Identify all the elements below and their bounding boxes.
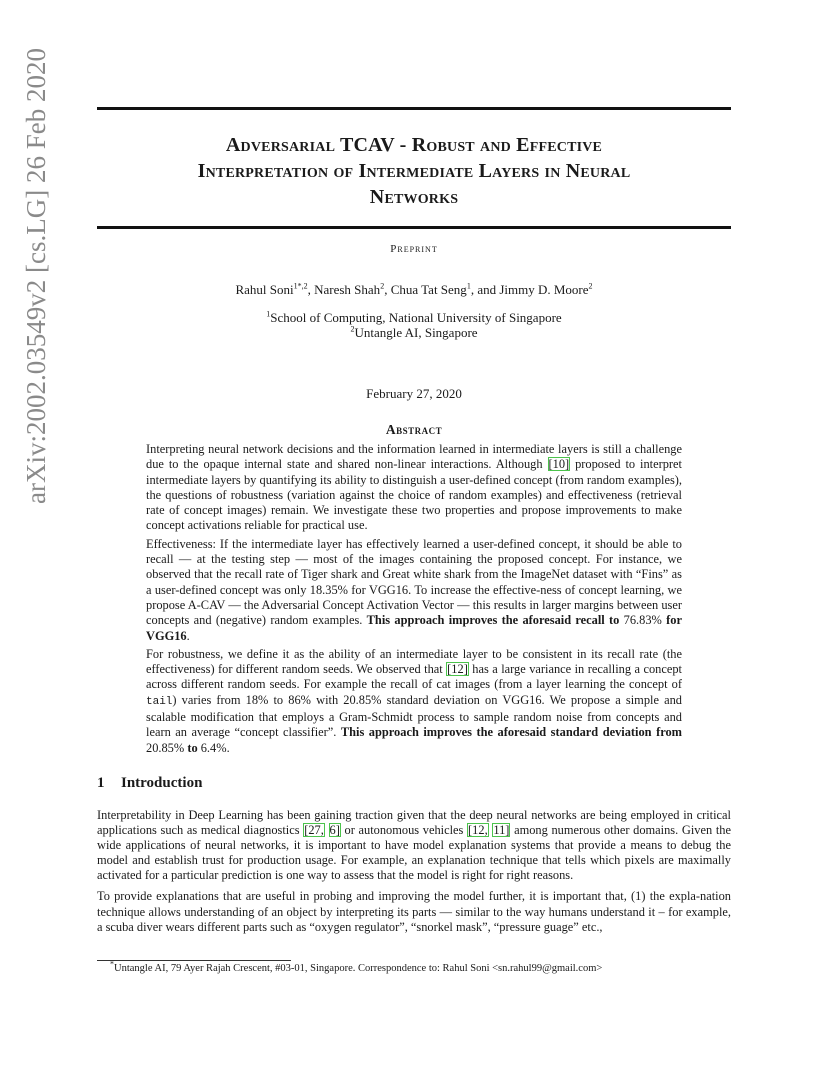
aff-sup: 2 (350, 324, 355, 334)
section-title: Introduction (121, 775, 203, 791)
arxiv-stamp: arXiv:2002.03549v2 [cs.LG] 26 Feb 2020 (21, 48, 51, 504)
author-sup: 1 (466, 281, 471, 291)
text-run: . (186, 628, 190, 643)
author-sup: 2 (588, 281, 593, 291)
title-rule-bottom (97, 226, 731, 229)
abstract-paragraph-2 (146, 537, 682, 644)
citation-link[interactable]: 6] (329, 823, 340, 838)
citation-link[interactable]: [12] (447, 662, 468, 677)
author-name: , and Jimmy D. Moore (470, 282, 589, 297)
text-run: . (226, 740, 230, 755)
intro-paragraph-2: To provide explanations that are useful in probing and improving the model further, it is important that, (1) the expla-nation technique allows understanding of an object by interpreting its parts — similar to the way humans understand it – for example, a scuba diver wears different parts such as “oxygen regulator”, “snorkel mask”, “pressure guage” etc., (97, 889, 731, 934)
section-number: 1 (97, 775, 105, 791)
aff-text: School of Computing, National University of Singapore (270, 310, 562, 325)
aff-sup: 1 (266, 309, 271, 319)
bold-run: This approach improves the aforesaid recall to (366, 613, 620, 628)
intro-body (97, 808, 731, 941)
bold-run: This approach improves the aforesaid standard deviation from (340, 725, 683, 740)
title-rule-top (97, 107, 731, 110)
author-list (0, 282, 828, 298)
value-run: 76.83% (619, 613, 667, 628)
bold-run: for VGG16 (146, 613, 682, 643)
text-run: ) varies from 18% to 86% with 20.85% standard deviation on VGG16. We propose a simple and scalable modification that employs a Gram-Schmidt process to sample random noise from concepts and learn an average “concept classifier”. (146, 692, 682, 740)
footnote-rule (97, 960, 291, 961)
text-run: proposed to interpret intermediate layers by quantifying its ability to distinguish a user-defined concept (from random examples), the questions of robustness (variation against the choice of random examples) and effectiveness (retrieval rate of concept images) remain. We investigate these two properties and propose improvements to make concept activations reliable for practical use. (146, 457, 683, 533)
author-name: , Chua Tat Seng (384, 282, 467, 297)
abstract-paragraph-1 (146, 442, 682, 534)
author-name: , Naresh Shah (307, 282, 381, 297)
author-sup: 2 (380, 281, 385, 291)
author-sup: 1*,2 (293, 281, 308, 291)
abstract-paragraph-3 (146, 647, 682, 756)
text-run: among numerous other domains. Given the wide applications of neural networks, it is important to have model explanation systems that provide a means to debug the model and establish trust for production usage. For example, an explanation technique that tells which pixels are maximally activated for a particular prediction is one way to assess that the model is right for right reasons. (97, 823, 731, 883)
title-line-2: Interpretation of Intermediate Layers in Neural (197, 160, 631, 182)
text-run: or autonomous vehicles (340, 823, 468, 838)
citation-link[interactable]: [27, (304, 823, 324, 838)
section-heading (97, 775, 202, 792)
text-run: Interpretability in Deep Learning has been gaining traction given that the deep neural networks are being employed in critical applications such as medical diagnostics (97, 808, 731, 838)
citation-link[interactable]: 11] (493, 823, 510, 838)
aff-text: Untangle AI, Singapore (354, 325, 478, 340)
paper-title (97, 132, 731, 210)
affiliation-1 (0, 310, 828, 326)
value-run: 6.4% (197, 740, 227, 755)
intro-paragraph-1 (97, 808, 731, 883)
title-line-1: Adversarial TCAV - Robust and Effective (225, 134, 603, 156)
text-run: Effectiveness: If the intermediate layer has effectively learned a user-defined concept, it should be able to recall — at the testing step — most of the images containing the proposed concept. For instance, we observed that the recall rate of Tiger shark and Great white shark from the ImageNet dataset with “Fins” as a user-defined concept was only 18.35% for VGG16. To increase the effective-ness of concept learning, we propose A-CAV — the Adversarial Concept Activation Vector — this results in larger margins between user concepts and (negative) random examples. (146, 536, 682, 628)
affiliation-2 (0, 325, 828, 341)
footnote-text: Untangle AI, 79 Ayer Rajah Crescent, #03-01, Singapore. Correspondence to: Rahul Soni <sn.rahul99@gmail.com> (114, 963, 603, 974)
abstract-body (146, 442, 682, 759)
value-run: 20.85% (146, 740, 188, 755)
abstract-heading: Abstract (385, 422, 443, 437)
text-run: Interpreting neural network decisions and the information learned in intermediate layers is still a challenge due to the opaque internal state and shared non-linear interactions. Although (146, 442, 682, 472)
text-run: For robustness, we define it as the ability of an intermediate layer to be consistent in its recall rate (the effectiveness) for different random seeds. We observed that (146, 646, 682, 677)
preprint-label: Preprint (390, 243, 438, 255)
paper-date: February 27, 2020 (366, 386, 462, 401)
code-run: tail (146, 695, 173, 708)
author-name: Rahul Soni (235, 282, 294, 297)
footnote-mark: * (110, 959, 114, 969)
footnote (110, 959, 603, 974)
bold-run: to (187, 740, 198, 755)
citation-link[interactable]: [10] (548, 457, 570, 472)
text-run: has a large variance in recalling a concept across different random seeds. For example the recall of cat images (from a layer learning the concept of (146, 662, 682, 692)
title-line-3: Networks (369, 186, 459, 208)
citation-link[interactable]: [12, (468, 823, 488, 838)
